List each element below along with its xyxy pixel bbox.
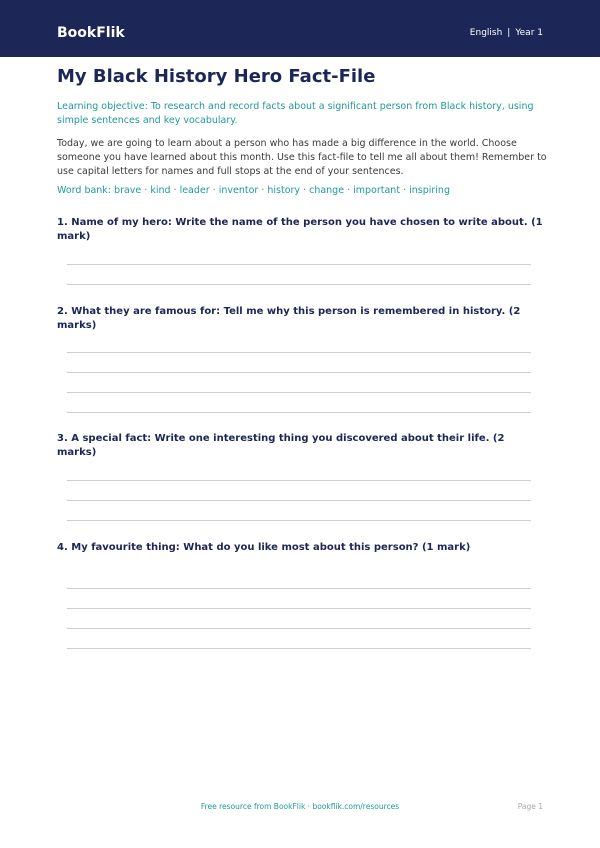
- answer-line[interactable]: [67, 648, 531, 649]
- header-meta: [470, 27, 543, 39]
- answer-line[interactable]: [67, 628, 531, 629]
- answer-line[interactable]: [67, 392, 531, 393]
- meta-separator: |: [507, 28, 511, 38]
- answer-line[interactable]: [67, 588, 531, 589]
- brand-logo[interactable]: BookFlik: [57, 25, 125, 41]
- subject-label: English: [469, 28, 503, 38]
- question-4: 4. My favourite thing: What do you like most about this person? (1 mark): [57, 542, 471, 553]
- answer-line[interactable]: [67, 500, 531, 501]
- footer-credit[interactable]: Free resource from BookFlik · bookflik.com/resources: [200, 802, 400, 811]
- answer-area-3[interactable]: [67, 480, 531, 540]
- page-title: My Black History Hero Fact-File: [57, 66, 376, 87]
- answer-area-1[interactable]: [67, 264, 531, 304]
- answer-line[interactable]: [67, 520, 531, 521]
- answer-line[interactable]: [67, 264, 531, 265]
- answer-area-4[interactable]: [67, 588, 531, 668]
- header-bar: [0, 0, 600, 57]
- learning-objective: Learning objective: To research and record facts about a significant person from Black history, using simple sentences and key vocabulary.: [57, 101, 534, 126]
- word-bank: Word bank: brave · kind · leader · inventor · history · change · important · inspiring: [57, 185, 450, 196]
- page-number: Page 1: [517, 802, 543, 811]
- question-1: 1. Name of my hero: Write the name of the person you have chosen to write about. (1 mark): [57, 217, 543, 242]
- year-label: Year 1: [515, 28, 543, 38]
- question-2: 2. What they are famous for: Tell me why this person is remembered in history. (2 marks): [57, 306, 521, 331]
- intro-text: Today, we are going to learn about a person who has made a big difference in the world. Choose someone you have learned about this month. Use this fact-file to tell me all about them! Remember to use capital letters for names and full stops at the end of your sentences.: [57, 138, 547, 177]
- answer-line[interactable]: [67, 352, 531, 353]
- answer-line[interactable]: [67, 480, 531, 481]
- answer-line[interactable]: [67, 608, 531, 609]
- answer-area-2[interactable]: [67, 352, 531, 432]
- question-3: 3. A special fact: Write one interesting thing you discovered about their life. (2 marks): [57, 433, 505, 458]
- answer-line[interactable]: [67, 284, 531, 285]
- answer-line[interactable]: [67, 412, 531, 413]
- answer-line[interactable]: [67, 372, 531, 373]
